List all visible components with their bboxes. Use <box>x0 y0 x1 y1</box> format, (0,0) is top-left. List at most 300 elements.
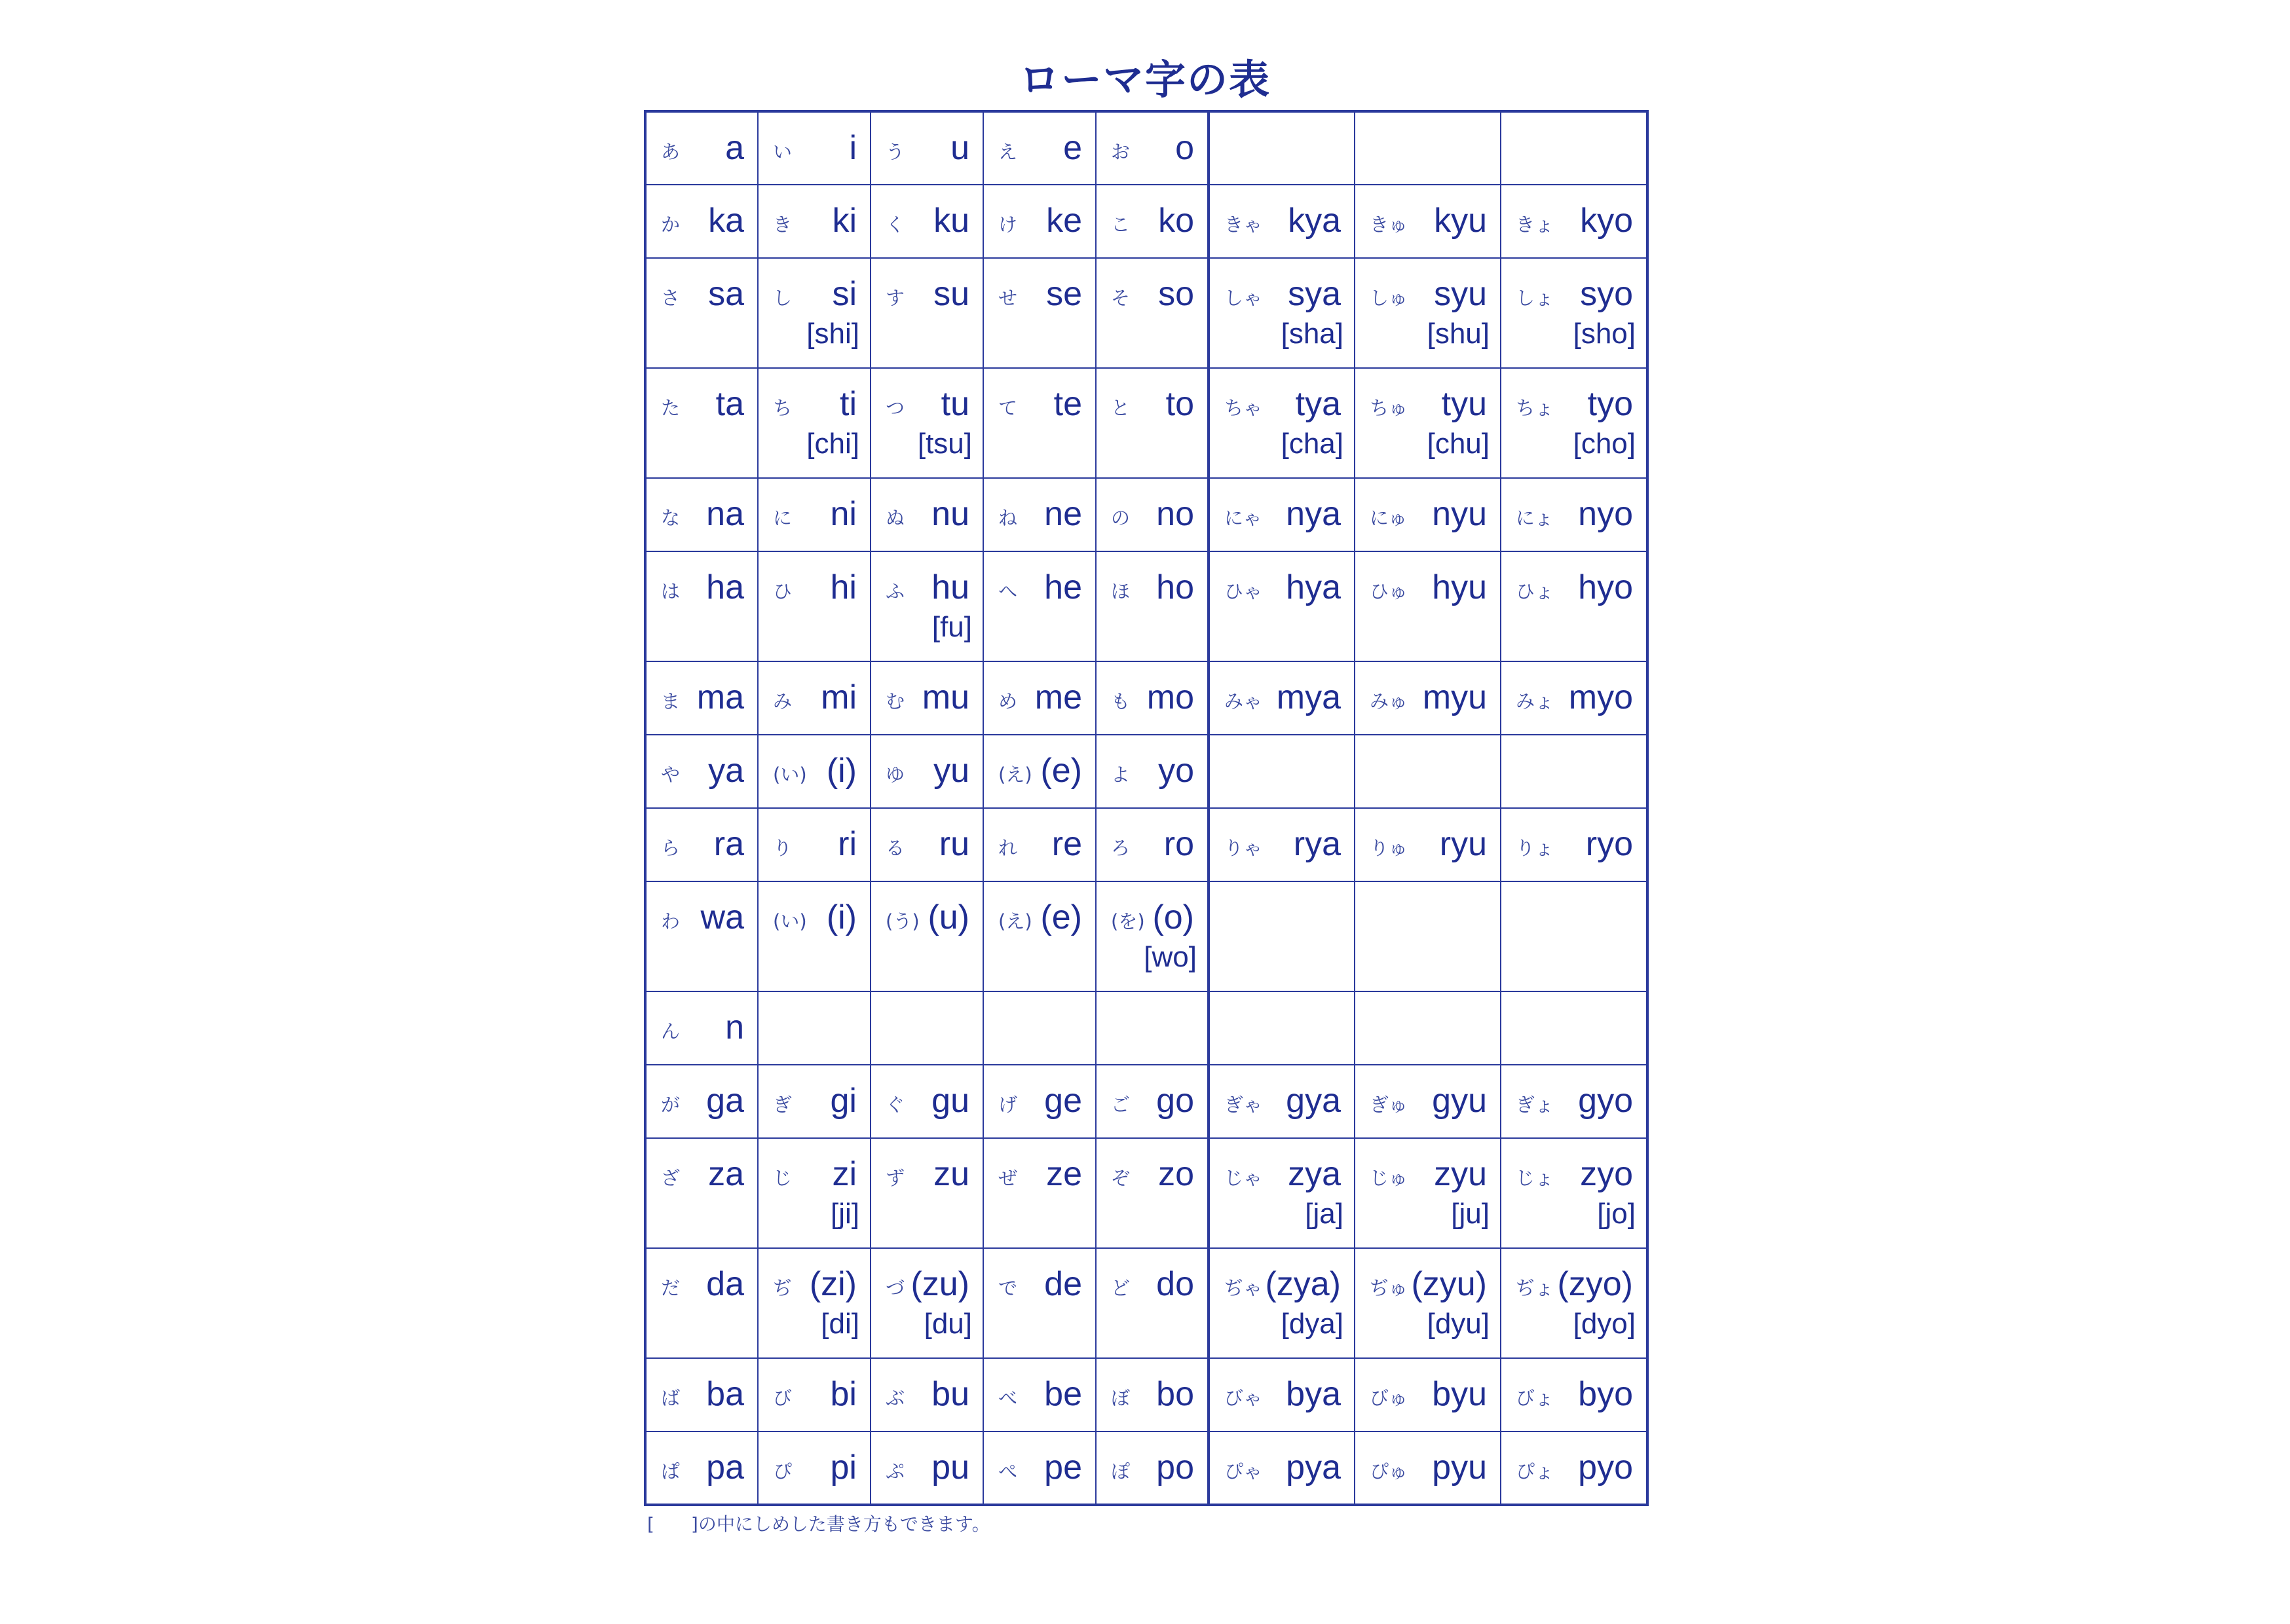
romaji-label: de <box>1044 1265 1082 1303</box>
kana-label: い <box>773 141 793 163</box>
table-cell <box>1355 258 1501 368</box>
table-cell <box>983 881 1096 991</box>
romaji-label: no <box>1156 495 1194 533</box>
kana-label: ひ <box>773 580 793 602</box>
kana-label: ぷ <box>886 1460 905 1483</box>
kana-label: にょ <box>1516 507 1554 529</box>
alternate-spelling: [du] <box>924 1308 972 1340</box>
table-cell <box>1501 661 1647 735</box>
kana-label: ぼ <box>1111 1387 1131 1409</box>
table-cell <box>758 1248 871 1358</box>
romaji-label: mya <box>1276 678 1341 716</box>
kana-label: びょ <box>1516 1387 1554 1409</box>
table-cell <box>758 185 871 258</box>
table-cell <box>1355 1358 1501 1431</box>
empty-cell <box>1209 881 1355 991</box>
kana-label: れ <box>998 837 1018 859</box>
table-cell <box>1096 185 1209 258</box>
romaji-label: gyo <box>1578 1082 1633 1120</box>
kana-label: びゃ <box>1224 1387 1263 1409</box>
table-cell <box>1209 185 1355 258</box>
table-row <box>645 1358 1647 1431</box>
romaji-label: mu <box>922 678 969 716</box>
alternate-spelling: [ju] <box>1451 1198 1490 1230</box>
romaji-label: re <box>1051 825 1082 863</box>
kana-label: (い) <box>773 764 807 786</box>
kana-label: ず <box>886 1167 905 1189</box>
romaji-label: ta <box>715 385 744 423</box>
table-cell <box>645 1138 758 1248</box>
romaji-label: ra <box>713 825 744 863</box>
table-cell <box>1096 881 1209 991</box>
kana-label: ね <box>998 507 1018 529</box>
table-cell <box>645 661 758 735</box>
table-cell <box>983 258 1096 368</box>
table-cell <box>1096 735 1209 808</box>
table-cell <box>645 808 758 881</box>
kana-label: ぺ <box>998 1460 1018 1483</box>
table-cell <box>1096 258 1209 368</box>
romaji-label: i <box>849 129 857 167</box>
empty-cell <box>1501 881 1647 991</box>
table-cell <box>1355 551 1501 661</box>
table-cell <box>1501 368 1647 478</box>
table-cell <box>983 1248 1096 1358</box>
kana-label: ちゅ <box>1370 397 1408 419</box>
kana-label: ぴゅ <box>1370 1460 1408 1483</box>
kana-label: ぞ <box>1111 1167 1131 1189</box>
table-cell <box>1355 661 1501 735</box>
table-row <box>645 1248 1647 1358</box>
kana-label: じゅ <box>1370 1167 1408 1189</box>
romaji-label: me <box>1034 678 1082 716</box>
romaji-label: zyo <box>1580 1155 1633 1193</box>
empty-cell <box>983 991 1096 1065</box>
kana-label: だ <box>661 1277 681 1299</box>
kana-label: る <box>886 837 905 859</box>
romaji-label: myu <box>1422 678 1487 716</box>
romaji-label: tyo <box>1587 385 1633 423</box>
romaji-label: (i) <box>826 752 857 790</box>
empty-cell <box>1209 991 1355 1065</box>
kana-label: へ <box>998 580 1018 602</box>
romaji-label: myo <box>1568 678 1633 716</box>
table-cell <box>1355 1431 1501 1505</box>
table-cell <box>1209 1138 1355 1248</box>
kana-label: で <box>998 1277 1018 1299</box>
kana-label: せ <box>998 287 1018 309</box>
kana-label: みゃ <box>1224 690 1263 712</box>
romaji-label: byo <box>1578 1375 1633 1413</box>
table-row <box>645 551 1647 661</box>
romaji-label: ma <box>696 678 744 716</box>
table-cell <box>871 111 983 185</box>
alternate-spelling: [ji] <box>831 1198 859 1230</box>
alternate-spelling: [fu] <box>931 611 972 643</box>
romaji-label: ya <box>708 752 744 790</box>
kana-label: ち <box>773 397 793 419</box>
kana-label: ろ <box>1111 837 1131 859</box>
table-cell <box>871 661 983 735</box>
table-cell <box>1096 478 1209 551</box>
romaji-label: rya <box>1293 825 1341 863</box>
kana-label: しゅ <box>1370 287 1408 309</box>
kana-label: しょ <box>1516 287 1554 309</box>
romaji-label: (zya) <box>1265 1265 1341 1303</box>
table-cell <box>983 185 1096 258</box>
table-cell <box>758 1431 871 1505</box>
table-cell <box>871 551 983 661</box>
footnote: [ ]の中にしめした書き方もできます。 <box>647 1513 990 1535</box>
kana-label: ぴょ <box>1516 1460 1554 1483</box>
table-cell <box>1209 808 1355 881</box>
table-cell <box>645 551 758 661</box>
alternate-spelling: [sha] <box>1281 318 1343 350</box>
table-cell <box>871 368 983 478</box>
table-cell <box>1096 808 1209 881</box>
kana-label: め <box>998 690 1018 712</box>
kana-label: ば <box>661 1387 681 1409</box>
kana-label: しゃ <box>1224 287 1263 309</box>
kana-label: う <box>886 141 905 163</box>
romaji-label: ri <box>838 825 857 863</box>
romaji-label: pyo <box>1578 1449 1633 1486</box>
table-cell <box>983 111 1096 185</box>
romaji-label: ha <box>706 568 744 606</box>
romaji-label: kya <box>1288 202 1341 240</box>
table-cell <box>1096 111 1209 185</box>
table-cell <box>1355 478 1501 551</box>
kana-label: ら <box>661 837 681 859</box>
kana-label: そ <box>1111 287 1131 309</box>
kana-label: よ <box>1111 764 1131 786</box>
table-cell <box>983 368 1096 478</box>
romaji-label: (zyu) <box>1411 1265 1487 1303</box>
kana-label: ぢゅ <box>1370 1277 1408 1299</box>
table-cell <box>645 478 758 551</box>
empty-cell <box>1355 991 1501 1065</box>
romaji-label: (o) <box>1152 898 1194 936</box>
romaji-label: ti <box>840 385 857 423</box>
romaji-label: ryu <box>1439 825 1487 863</box>
table-cell <box>1209 1431 1355 1505</box>
kana-label: りゅ <box>1370 837 1408 859</box>
romaji-label: tya <box>1295 385 1341 423</box>
kana-label: (え) <box>998 764 1032 786</box>
romaji-label: ke <box>1046 202 1082 240</box>
table-cell <box>758 735 871 808</box>
kana-label: ぜ <box>998 1167 1018 1189</box>
table-cell <box>758 1358 871 1431</box>
alternate-spelling: [shu] <box>1427 318 1490 350</box>
table-cell <box>871 1138 983 1248</box>
romaji-label: nya <box>1286 495 1341 533</box>
romaji-label: nu <box>931 495 969 533</box>
romaji-label: (e) <box>1040 752 1082 790</box>
kana-label: きゃ <box>1224 213 1263 236</box>
kana-label: びゅ <box>1370 1387 1408 1409</box>
romaji-label: hya <box>1286 568 1341 606</box>
romaji-label: ho <box>1156 568 1194 606</box>
table-cell <box>1501 551 1647 661</box>
romaji-label: (i) <box>826 898 857 936</box>
romaji-label: sya <box>1288 275 1341 313</box>
table-row <box>645 1065 1647 1138</box>
kana-label: ぶ <box>886 1387 905 1409</box>
table-cell <box>1096 661 1209 735</box>
alternate-spelling: [jo] <box>1597 1198 1636 1230</box>
romaji-label: hyo <box>1578 568 1633 606</box>
empty-cell <box>1209 111 1355 185</box>
romaji-label: se <box>1046 275 1082 313</box>
romaji-label: pa <box>706 1449 744 1486</box>
empty-cell <box>1096 991 1209 1065</box>
romaji-label: hyu <box>1432 568 1487 606</box>
romaji-label: ru <box>939 825 969 863</box>
kana-label: みょ <box>1516 690 1554 712</box>
table-cell <box>645 1431 758 1505</box>
table-row <box>645 661 1647 735</box>
table-cell <box>871 1358 983 1431</box>
kana-label: ぽ <box>1111 1460 1131 1483</box>
kana-label: ひょ <box>1516 580 1554 602</box>
kana-label: ぎゅ <box>1370 1094 1408 1116</box>
kana-label: か <box>661 213 681 236</box>
table-cell <box>1209 551 1355 661</box>
table-cell <box>645 735 758 808</box>
kana-label: は <box>661 580 681 602</box>
romaji-label: ku <box>933 202 969 240</box>
kana-label: わ <box>661 910 681 932</box>
kana-label: ぴゃ <box>1224 1460 1263 1483</box>
kana-label: ぴ <box>773 1460 793 1483</box>
romaji-label: zu <box>933 1155 969 1193</box>
table-cell <box>758 1065 871 1138</box>
table-cell <box>983 1065 1096 1138</box>
romaji-label: zo <box>1158 1155 1194 1193</box>
table-cell <box>758 1138 871 1248</box>
alternate-spelling: [wo] <box>1144 941 1197 973</box>
kana-label: み <box>773 690 793 712</box>
table-cell <box>1096 1248 1209 1358</box>
table-row <box>645 1138 1647 1248</box>
table-cell <box>1355 1248 1501 1358</box>
alternate-spelling: [tsu] <box>917 428 972 460</box>
romaji-label: u <box>950 129 969 167</box>
romaji-label: kyu <box>1434 202 1487 240</box>
table-cell <box>1355 185 1501 258</box>
kana-label: ちょ <box>1516 397 1554 419</box>
romaji-label: kyo <box>1580 202 1633 240</box>
table-cell <box>645 1358 758 1431</box>
alternate-spelling: [chu] <box>1427 428 1490 460</box>
romaji-label: si <box>832 275 857 313</box>
kana-label: と <box>1111 397 1131 419</box>
romaji-label: sa <box>708 275 744 313</box>
kana-label: (を) <box>1111 910 1145 932</box>
alternate-spelling: [chi] <box>806 428 859 460</box>
romaji-label: da <box>706 1265 744 1303</box>
kana-label: げ <box>998 1094 1018 1116</box>
alternate-spelling: [di] <box>821 1308 859 1340</box>
romaji-label: yo <box>1158 752 1194 790</box>
table-cell <box>758 368 871 478</box>
table-cell <box>871 1431 983 1505</box>
table-cell <box>1501 808 1647 881</box>
table-cell <box>1501 478 1647 551</box>
table-cell <box>1501 258 1647 368</box>
table-cell <box>1355 1065 1501 1138</box>
empty-cell <box>1501 991 1647 1065</box>
romaji-label: zya <box>1288 1155 1341 1193</box>
kana-label: りょ <box>1516 837 1554 859</box>
kana-label: ぱ <box>661 1460 681 1483</box>
kana-label: ちゃ <box>1224 397 1263 419</box>
table-row <box>645 991 1647 1065</box>
romaji-label: byu <box>1432 1375 1487 1413</box>
kana-label: ぢゃ <box>1224 1277 1263 1299</box>
kana-label: む <box>886 690 905 712</box>
table-cell <box>758 881 871 991</box>
table-cell <box>1209 1065 1355 1138</box>
table-cell <box>983 808 1096 881</box>
table-cell <box>983 661 1096 735</box>
kana-label: ひゅ <box>1370 580 1408 602</box>
table-cell <box>758 551 871 661</box>
table-cell <box>1096 1431 1209 1505</box>
romaji-label: gu <box>931 1082 969 1120</box>
kana-label: く <box>886 213 905 236</box>
table-cell <box>983 1358 1096 1431</box>
romaji-label: po <box>1156 1449 1194 1486</box>
table-cell <box>1501 1248 1647 1358</box>
kana-label: こ <box>1111 213 1131 236</box>
romaji-label: gyu <box>1432 1082 1487 1120</box>
empty-cell <box>1355 735 1501 808</box>
alternate-spelling: [dya] <box>1281 1308 1343 1340</box>
alternate-spelling: [sho] <box>1573 318 1636 350</box>
kana-label: に <box>773 507 793 529</box>
romaji-label: nyu <box>1432 495 1487 533</box>
kana-label: び <box>773 1387 793 1409</box>
romaji-label: mo <box>1146 678 1194 716</box>
romaji-label: yu <box>933 752 969 790</box>
table-cell <box>1096 551 1209 661</box>
table-cell <box>645 1248 758 1358</box>
table-cell <box>1209 661 1355 735</box>
table-cell <box>1355 368 1501 478</box>
romaji-label: ki <box>832 202 857 240</box>
romaji-label: do <box>1156 1265 1194 1303</box>
kana-label: ぎゃ <box>1224 1094 1263 1116</box>
alternate-spelling: [shi] <box>806 318 859 350</box>
romaji-label: hi <box>830 568 857 606</box>
empty-cell <box>871 991 983 1065</box>
romaji-label: ni <box>830 495 857 533</box>
romaji-label: ko <box>1158 202 1194 240</box>
kana-label: きゅ <box>1370 213 1408 236</box>
table-cell <box>758 478 871 551</box>
table-cell <box>983 478 1096 551</box>
kana-label: り <box>773 837 793 859</box>
romaji-label: (zi) <box>809 1265 857 1303</box>
kana-label: な <box>661 507 681 529</box>
table-cell <box>871 258 983 368</box>
table-row <box>645 881 1647 991</box>
romaji-label: he <box>1044 568 1082 606</box>
romaji-label: gya <box>1286 1082 1341 1120</box>
romaji-label: syu <box>1434 275 1487 313</box>
kana-label: (う) <box>886 910 920 932</box>
table-cell <box>645 1065 758 1138</box>
kana-label: ぬ <box>886 507 905 529</box>
table-cell <box>871 1065 983 1138</box>
kana-label: りゃ <box>1224 837 1263 859</box>
romaji-label: bi <box>830 1375 857 1413</box>
kana-label: ぎ <box>773 1094 793 1116</box>
alternate-spelling: [ja] <box>1305 1198 1343 1230</box>
romaji-label: wa <box>700 898 744 936</box>
table-cell <box>1501 1358 1647 1431</box>
table-row <box>645 111 1647 185</box>
kana-label: や <box>661 764 681 786</box>
romaji-label: mi <box>821 678 857 716</box>
table-cell <box>645 258 758 368</box>
kana-label: ご <box>1111 1094 1131 1116</box>
kana-label: つ <box>886 397 905 419</box>
kana-label: ざ <box>661 1167 681 1189</box>
romaji-label: za <box>708 1155 744 1193</box>
empty-cell <box>1209 735 1355 808</box>
table-cell <box>871 735 983 808</box>
kana-label: ぢょ <box>1516 1277 1554 1299</box>
kana-label: た <box>661 397 681 419</box>
table-cell <box>645 185 758 258</box>
romaji-label: ge <box>1044 1082 1082 1120</box>
table-cell <box>983 551 1096 661</box>
kana-label: ぎょ <box>1516 1094 1554 1116</box>
empty-cell <box>1355 111 1501 185</box>
romaji-label: ba <box>706 1375 744 1413</box>
kana-label: きょ <box>1516 213 1554 236</box>
table-cell <box>1209 1358 1355 1431</box>
romaji-label: bu <box>931 1375 969 1413</box>
kana-label: す <box>886 287 905 309</box>
table-cell <box>1209 258 1355 368</box>
table-row <box>645 258 1647 368</box>
table-row <box>645 368 1647 478</box>
kana-label: ま <box>661 690 681 712</box>
table-row <box>645 735 1647 808</box>
romaji-label: (zu) <box>910 1265 969 1303</box>
romaji-label: pe <box>1044 1449 1082 1486</box>
romaji-label: pya <box>1286 1449 1341 1486</box>
romaji-label: ro <box>1163 825 1194 863</box>
page-title: ローマ字の表 <box>1019 56 1271 103</box>
table-cell <box>1501 1065 1647 1138</box>
empty-cell <box>1501 111 1647 185</box>
romaji-label: ryo <box>1585 825 1633 863</box>
table-row <box>645 478 1647 551</box>
kana-label: あ <box>661 141 681 163</box>
romaji-label: te <box>1053 385 1082 423</box>
table-row <box>645 1431 1647 1505</box>
romaji-label: su <box>933 275 969 313</box>
romaji-label: a <box>725 129 744 167</box>
romaji-table <box>644 110 1649 1506</box>
table-cell <box>871 808 983 881</box>
table-cell <box>645 368 758 478</box>
